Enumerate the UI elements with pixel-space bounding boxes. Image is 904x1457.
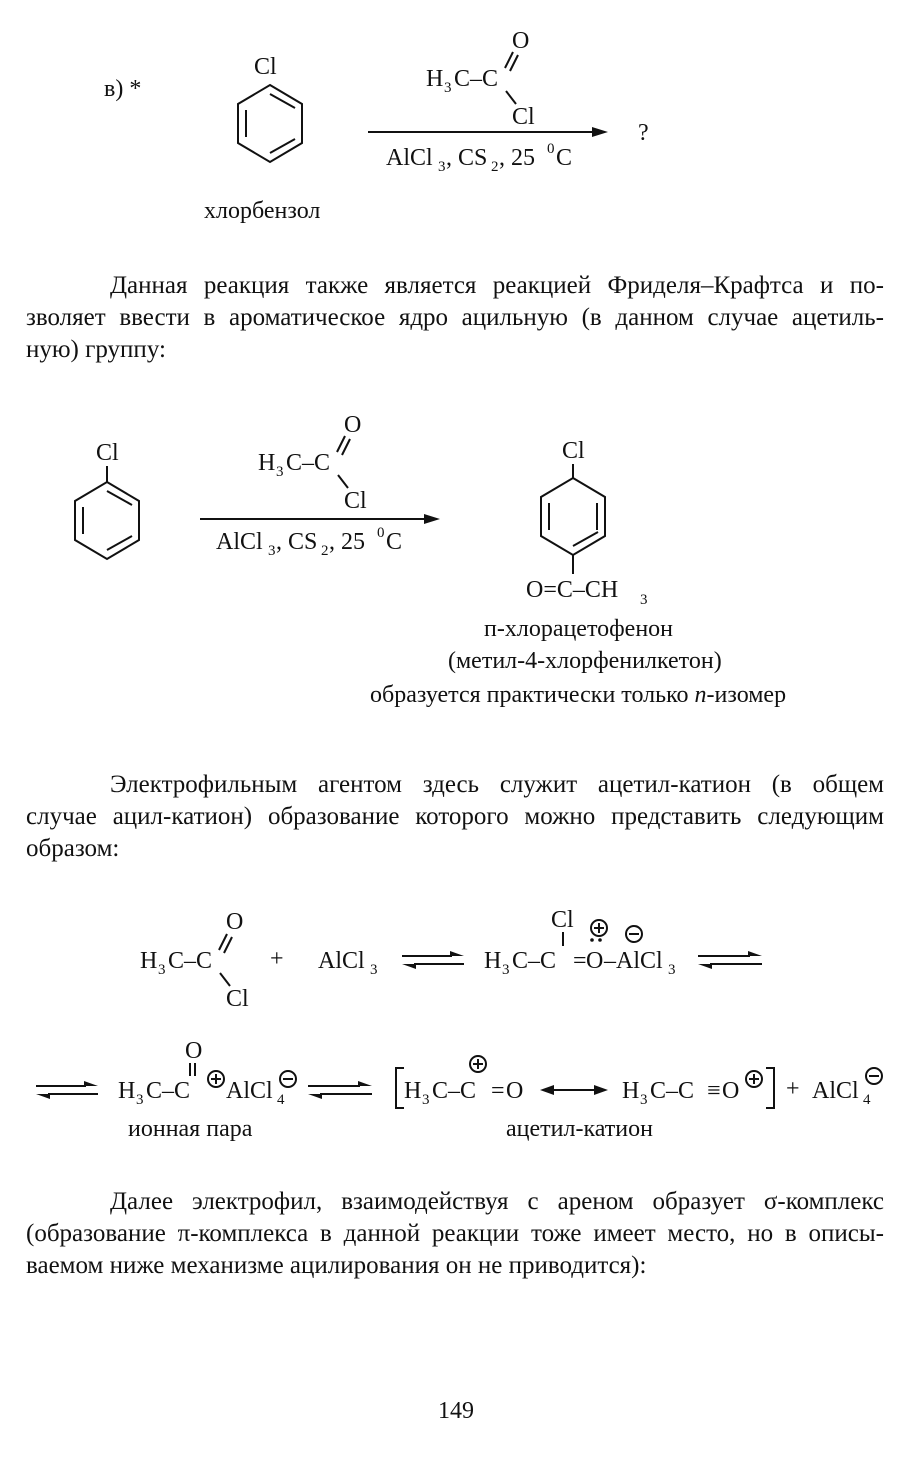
svg-text:3: 3 <box>444 80 452 96</box>
svg-text:4: 4 <box>863 1092 871 1108</box>
plus-sign: + <box>786 1076 800 1102</box>
svg-text:C–C: C–C <box>650 1078 695 1104</box>
svg-text:, CS: , CS <box>446 145 488 171</box>
paragraph-1-line: Данная реакция также является реакцией Фриделя–Крафтса и по- <box>110 272 884 299</box>
paragraph-2-line: образом: <box>26 835 120 862</box>
svg-text:3: 3 <box>370 962 378 978</box>
left-bracket-icon <box>396 1068 404 1108</box>
equilibrium-arrows-icon <box>308 1081 372 1099</box>
product-alternate-name: (метил-4-хлорфенилкетон) <box>448 648 722 674</box>
svg-text:3: 3 <box>640 592 648 608</box>
isomer-note-italic: п <box>694 682 707 708</box>
resonance-arrow-icon <box>540 1085 608 1095</box>
svg-text:3: 3 <box>276 464 284 480</box>
paragraph-1-line: зволяет ввести в ароматическое ядро ацильную (в данном случае ацетиль- <box>26 304 884 331</box>
svg-text:2: 2 <box>491 159 499 175</box>
svg-text:C–C: C–C <box>512 948 557 974</box>
svg-text:3: 3 <box>422 1092 430 1108</box>
ion-pair-structure <box>118 1038 296 1108</box>
tetrachloroaluminate-anion <box>812 1068 882 1108</box>
svg-text:AlCl: AlCl <box>616 948 663 974</box>
paragraph-3-line: ваемом ниже механизме ацилирования он не приводится): <box>26 1252 647 1279</box>
svg-text:AlCl: AlCl <box>386 145 433 171</box>
acetyl-cation-label: ацетил-катион <box>506 1116 653 1142</box>
svg-text:O: O <box>722 1078 740 1104</box>
item-label: в) * <box>104 76 142 102</box>
svg-text:3: 3 <box>158 962 166 978</box>
svg-text:O: O <box>506 1078 524 1104</box>
reactant-chlorine-label: Cl <box>96 440 119 466</box>
svg-text:O: O <box>586 948 604 974</box>
product-chlorine-label: Cl <box>562 438 585 464</box>
svg-text:3: 3 <box>668 962 676 978</box>
svg-text:=: = <box>573 948 587 974</box>
svg-text:3: 3 <box>640 1092 648 1108</box>
svg-text:, 25: , 25 <box>499 145 535 171</box>
equilibrium-arrows-icon <box>402 951 464 969</box>
svg-text:C–C: C–C <box>146 1078 191 1104</box>
product-name: п-хлорацетофенон <box>484 616 674 642</box>
svg-text:C–C: C–C <box>286 450 331 476</box>
svg-text:O: O <box>185 1038 203 1064</box>
svg-text:H: H <box>622 1078 640 1104</box>
paragraph-2-line: Электрофильным агентом здесь служит ацетил-катион (в общем <box>110 771 884 798</box>
reactant-name: хлорбензол <box>204 198 321 224</box>
svg-text:≡: ≡ <box>707 1078 721 1104</box>
svg-text:2: 2 <box>321 543 329 559</box>
svg-text:O=C–CH: O=C–CH <box>526 577 619 603</box>
svg-text:Cl: Cl <box>344 488 367 514</box>
svg-text:3: 3 <box>502 962 510 978</box>
svg-text:0: 0 <box>377 525 385 541</box>
svg-text:C–C: C–C <box>454 66 499 92</box>
svg-text:, CS: , CS <box>276 529 318 555</box>
svg-text:O: O <box>226 909 244 935</box>
svg-text:AlCl: AlCl <box>226 1078 273 1104</box>
equilibrium-arrows-icon <box>36 1081 98 1099</box>
isomer-note-suffix: -изомер <box>706 682 787 708</box>
svg-text:H: H <box>258 450 276 476</box>
svg-text:C–C: C–C <box>432 1078 477 1104</box>
svg-text:O: O <box>344 412 362 438</box>
ion-pair-label: ионная пара <box>128 1116 253 1142</box>
svg-text:0: 0 <box>547 141 555 157</box>
acylium-resonance-form-1 <box>404 1056 523 1108</box>
acyl-chloride-alcl3-complex <box>484 907 676 978</box>
paragraph-3-line: (образование π-комплекса в данной реакции тоже имеет место, но в описы- <box>26 1220 884 1247</box>
svg-text:C–C: C–C <box>168 948 213 974</box>
svg-text:AlCl: AlCl <box>318 948 365 974</box>
svg-text:H: H <box>118 1078 136 1104</box>
svg-text:Cl: Cl <box>551 907 574 933</box>
svg-text:H: H <box>484 948 502 974</box>
unknown-product: ? <box>638 120 649 146</box>
svg-text:–: – <box>604 948 616 974</box>
paragraph-2-line: случае ацил-катион) образование которого можно представить следующим <box>26 803 884 830</box>
paragraph-3-line: Далее электрофил, взаимодействуя с ареном образует σ-комплекс <box>110 1188 884 1215</box>
svg-text:3: 3 <box>136 1092 144 1108</box>
svg-text:3: 3 <box>268 543 276 559</box>
aluminium-chloride <box>318 948 378 978</box>
acylium-resonance-form-2 <box>622 1071 762 1108</box>
page-number: 149 <box>438 1398 474 1424</box>
svg-text:AlCl: AlCl <box>216 529 263 555</box>
svg-text:H: H <box>140 948 158 974</box>
svg-text:=: = <box>491 1078 505 1104</box>
svg-text:C: C <box>386 529 403 555</box>
paragraph-3 <box>26 1186 884 1282</box>
svg-text:AlCl: AlCl <box>812 1078 859 1104</box>
paragraph-1-line: ную) группу: <box>26 336 166 363</box>
svg-text:H: H <box>426 66 444 92</box>
svg-text:Cl: Cl <box>512 104 535 130</box>
acetyl-chloride-structure <box>140 909 249 1012</box>
plus-sign: + <box>270 946 284 972</box>
svg-text:, 25: , 25 <box>329 529 365 555</box>
chlorine-atom-label: Cl <box>254 54 277 80</box>
svg-text:Cl: Cl <box>226 986 249 1012</box>
isomer-note-prefix: образуется практически только <box>370 682 695 708</box>
svg-text:C: C <box>556 145 573 171</box>
svg-text:O: O <box>512 28 530 54</box>
right-bracket-icon <box>766 1068 774 1108</box>
equilibrium-arrows-icon <box>698 951 762 969</box>
svg-text:4: 4 <box>277 1092 285 1108</box>
svg-text:H: H <box>404 1078 422 1104</box>
svg-text:3: 3 <box>438 159 446 175</box>
